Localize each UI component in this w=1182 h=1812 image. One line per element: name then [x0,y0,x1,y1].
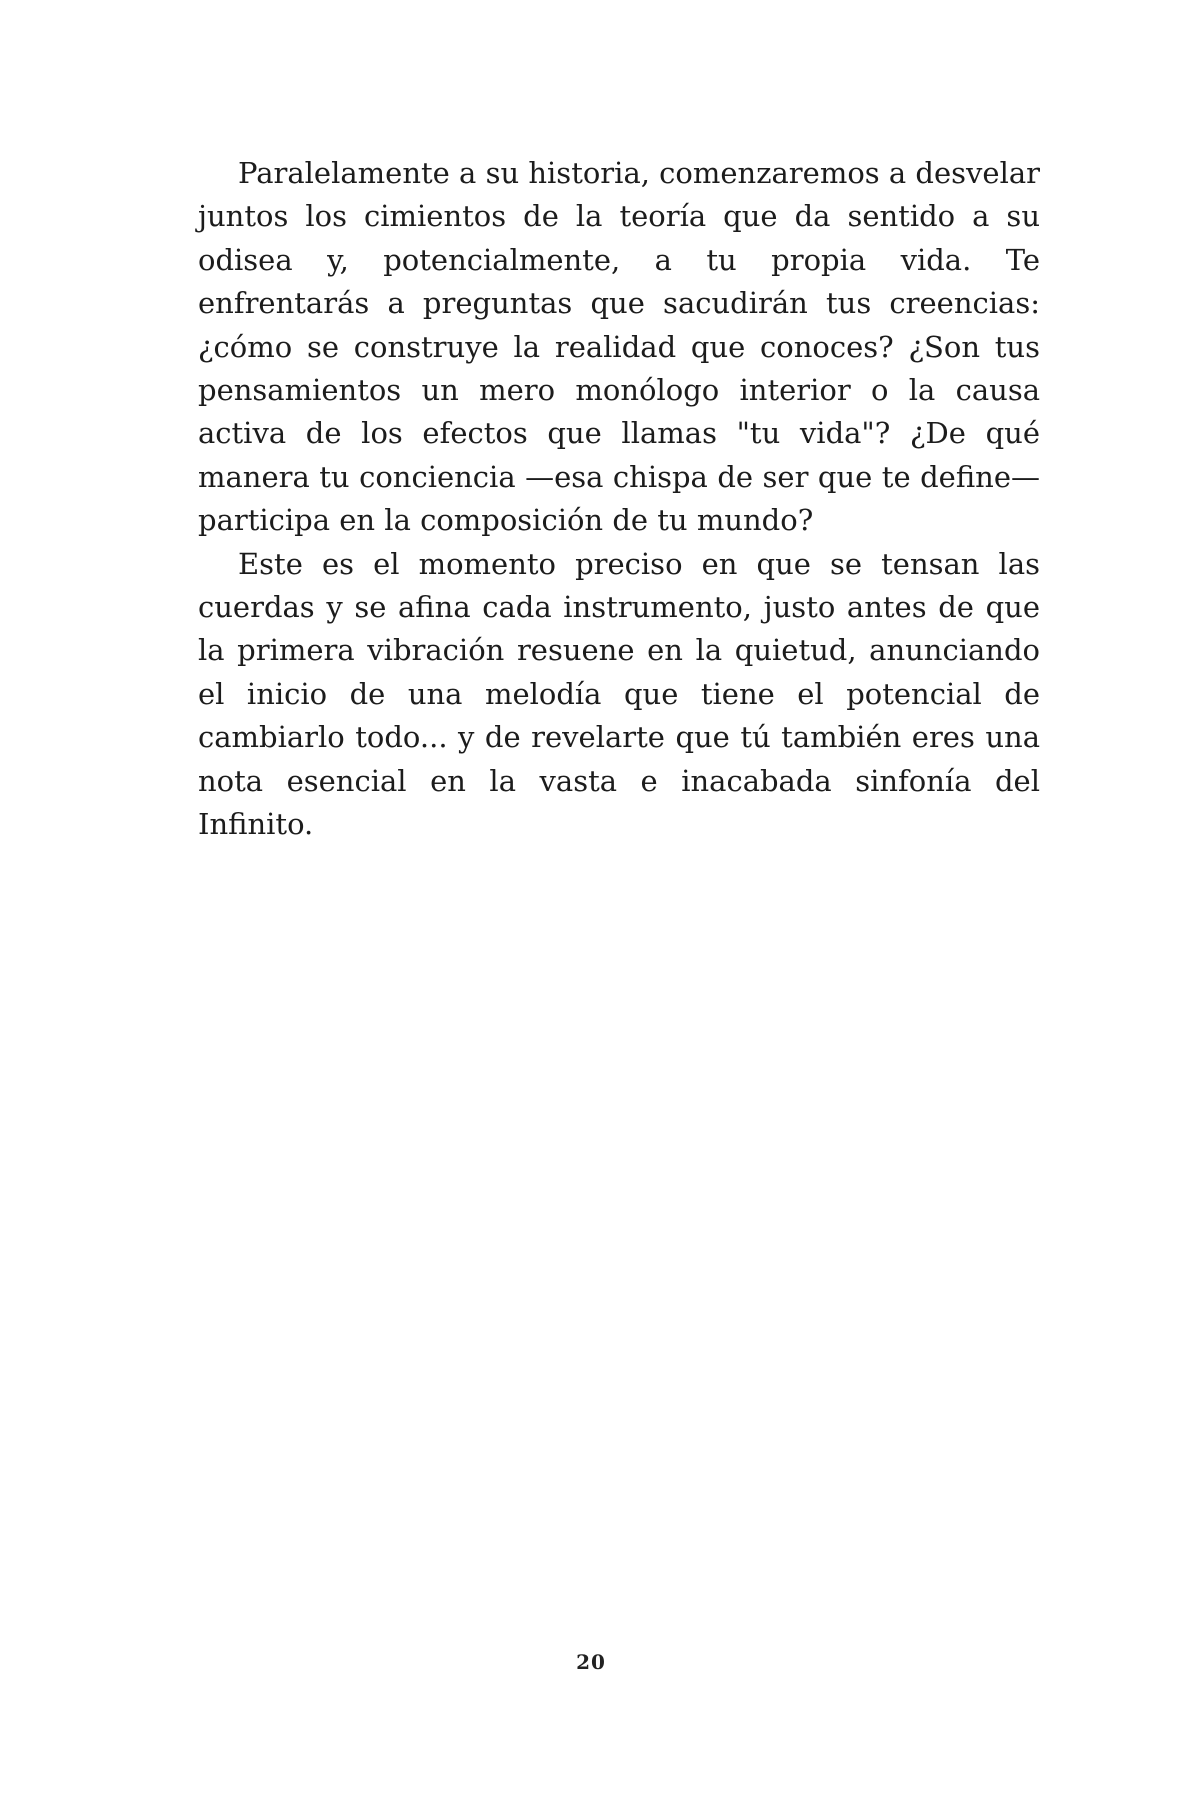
paragraph-1: Paralelamente a su historia, comenzaremos a desvelar juntos los cimientos de la teoría que da sentido a su odisea y, potencialmente, a tu propia vida. Te enfrentarás a preguntas que sacudirán tus creencias: ¿cómo se construye la realidad que conoces? ¿Son tus pensamientos un mero monólogo interior o la causa activa de los efectos que llamas "tu vida"? ¿De qué manera tu conciencia —esa chispa de ser que te define— participa en la composición de tu mundo? [198,156,1040,538]
body-text [198,152,1040,847]
paragraph-2: Este es el momento preciso en que se tensan las cuerdas y se afina cada instrumento, justo antes de que la primera vibración resuene en la quietud, anunciando el inicio de una melodía que tiene el potencial de cambiarlo todo... y de revelarte que tú también eres una nota esencial en la vasta e inacabada sinfonía del Infinito. [198,546,1040,842]
page-number: 20 [576,1650,606,1674]
